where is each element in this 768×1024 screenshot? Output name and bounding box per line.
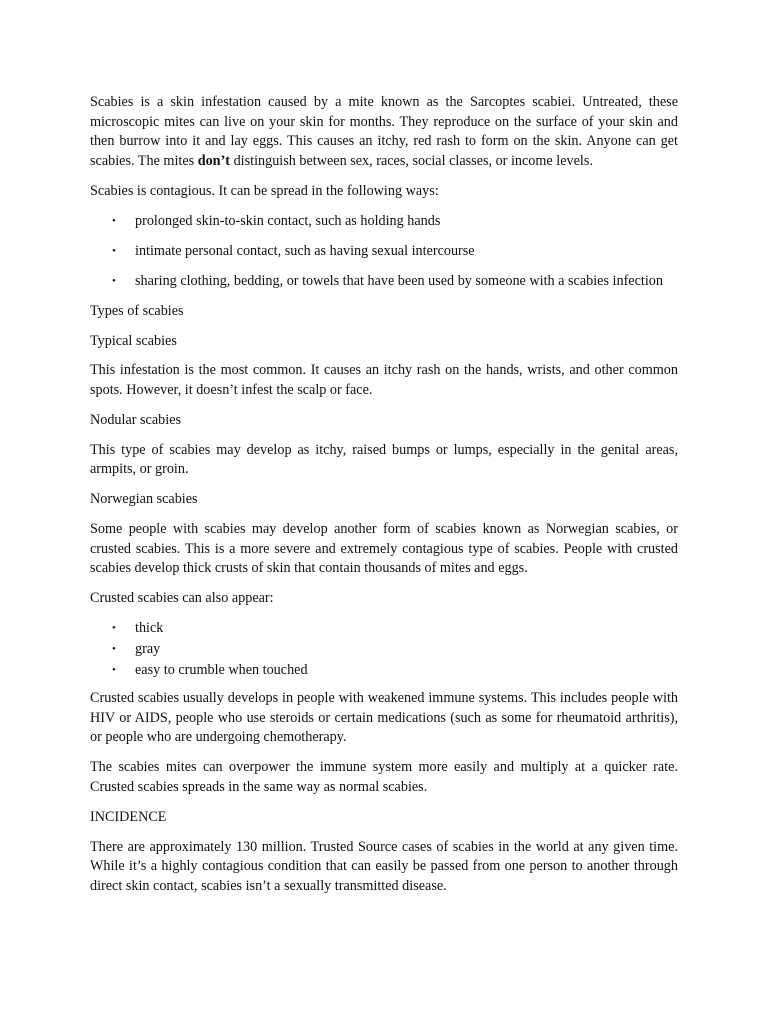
bullet-icon: • [112,642,116,655]
list-item-text: gray [135,640,161,657]
typical-text: This infestation is the most common. It causes an itchy rash on the hands, wrists, and other common spots. However, it doesn’t infest the scalp or face. [90,362,678,399]
bullet-icon: • [112,275,116,288]
incidence-heading: INCIDENCE [90,809,167,826]
list-item [90,619,678,639]
nodular-heading: Nodular scabies [90,412,182,429]
intro-text-part1: Scabies is a skin infestation caused by a mite known as the Sarcoptes scabiei. Untreated, these microscopic mites can live on your skin for months. They reproduce on the surface of your skin and then burrow into it and lay eggs. This causes an itchy, red rash to form on the skin. Anyone can get scabies. The mites [90,94,678,169]
types-heading: Types of scabies [90,303,184,320]
bullet-icon: • [112,622,116,635]
typical-heading: Typical scabies [90,332,177,349]
bullet-icon: • [112,245,116,258]
intro-bold-text: don’t [197,152,231,169]
contagious-intro: Scabies is contagious. It can be spread in the following ways: [90,182,439,199]
list-item [90,661,678,681]
intro-paragraph [90,93,678,171]
list-item [90,640,678,660]
spread-ways-list [90,212,678,292]
crusted-develops-paragraph: Crusted scabies usually develops in people with weakened immune systems. This includes people with HIV or AIDS, people who use steroids or certain medications (such as some for rheumatoid arthritis), or people who are undergoing chemotherapy. [90,690,678,746]
list-item [90,272,678,292]
nodular-text: This type of scabies may develop as itchy, raised bumps or lumps, especially in the genital areas, armpits, or groin. [90,441,678,478]
list-item-text: easy to crumble when touched [135,661,308,678]
incidence-text: There are approximately 130 million. Trusted Source cases of scabies in the world at any given time. While it’s a highly contagious condition that can easily be passed from one person to another through direct skin contact, scabies isn’t a sexually transmitted disease. [90,838,678,894]
list-item-text: sharing clothing, bedding, or towels that have been used by someone with a scabies infection [135,273,663,290]
intro-text-part2: distinguish between sex, races, social classes, or income levels. [230,152,593,169]
bullet-icon: • [112,663,116,676]
norwegian-text: Some people with scabies may develop another form of scabies known as Norwegian scabies, or crusted scabies. This is a more severe and extremely contagious type of scabies. People with crusted scabies develop thick crusts of skin that contain thousands of mites and eggs. [90,521,678,577]
bullet-icon: • [112,214,116,227]
crusted-traits-list [90,619,678,680]
overpower-paragraph: The scabies mites can overpower the immune system more easily and multiply at a quicker rate. Crusted scabies spreads in the same way as normal scabies. [90,759,678,796]
list-item-text: prolonged skin-to-skin contact, such as holding hands [135,212,441,229]
crusted-appear-intro: Crusted scabies can also appear: [90,590,274,607]
list-item [90,242,678,262]
norwegian-heading: Norwegian scabies [90,491,198,508]
list-item [90,212,678,232]
list-item-text: thick [135,620,164,637]
list-item-text: intimate personal contact, such as having sexual intercourse [135,243,475,260]
